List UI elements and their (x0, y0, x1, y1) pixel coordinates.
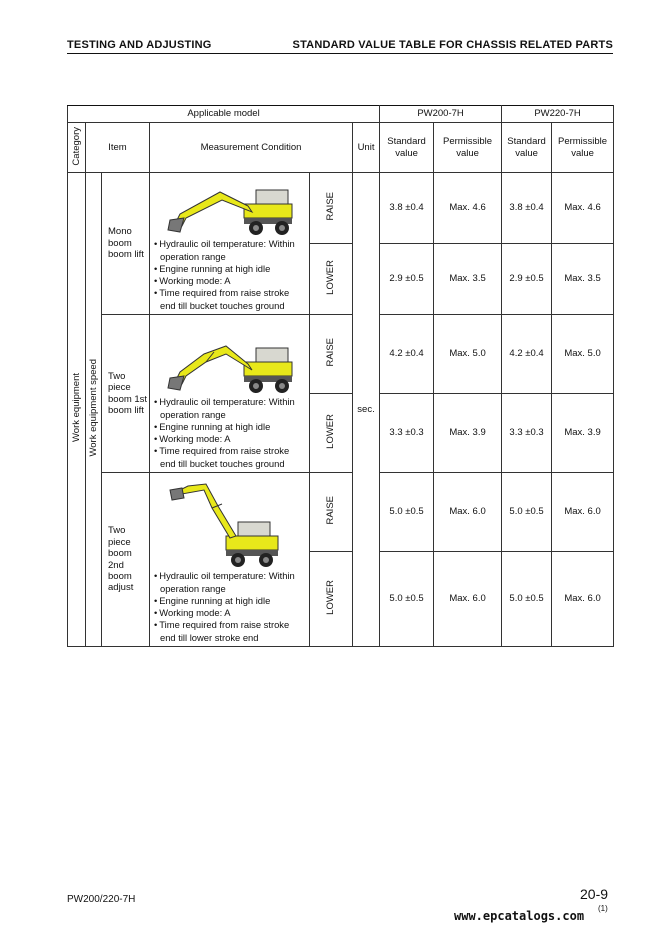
condition-cell (150, 315, 310, 473)
category-header: Category (68, 123, 86, 173)
value-cell: 3.3 ±0.3 (380, 394, 434, 473)
item-header: Item (86, 123, 150, 173)
value-cell: Max. 4.6 (552, 173, 614, 244)
standard-value-header-pw200: Standard value (380, 123, 434, 173)
standard-value-table (67, 105, 614, 647)
condition-cell (150, 473, 310, 647)
value-cell: Max. 3.9 (434, 394, 502, 473)
condition-line: • Engine running at high idle (153, 595, 307, 607)
condition-line: • Time required from raise stroke end till bucket touches ground (153, 445, 307, 470)
applicable-model-label: Applicable model (68, 106, 380, 123)
table-title: STANDARD VALUE TABLE FOR CHASSIS RELATED PARTS (292, 39, 613, 51)
value-cell: Max. 4.6 (434, 173, 502, 244)
condition-line: • Time required from raise stroke end till lower stroke end (153, 619, 307, 644)
value-cell: Max. 5.0 (434, 315, 502, 394)
subcategory-cell: Work equipment speed (86, 173, 102, 647)
condition-line: • Engine running at high idle (153, 263, 307, 275)
excavator-illustration (160, 476, 300, 568)
value-cell: 5.0 ±0.5 (380, 552, 434, 647)
value-cell: Max. 3.5 (552, 244, 614, 315)
value-cell: 3.8 ±0.4 (380, 173, 434, 244)
watermark: www.epcatalogs.com (454, 909, 585, 923)
condition-line: • Hydraulic oil temperature: Within operation range (153, 570, 307, 595)
permissible-value-header-pw200: Permissible value (434, 123, 502, 173)
condition-line: • Hydraulic oil temperature: Within operation range (153, 238, 307, 263)
permissible-value-header-pw220: Permissible value (552, 123, 614, 173)
value-cell: 5.0 ±0.5 (380, 473, 434, 552)
standard-value-header-pw220: Standard value (502, 123, 552, 173)
value-cell: 4.2 ±0.4 (502, 315, 552, 394)
unit-cell: sec. (353, 173, 380, 647)
model-pw220: PW220-7H (502, 106, 614, 123)
header-rule (67, 53, 613, 54)
direction-raise: RAISE (310, 473, 353, 552)
page-number: 20-9 (580, 886, 609, 902)
value-cell: Max. 6.0 (434, 473, 502, 552)
value-cell: Max. 3.5 (434, 244, 502, 315)
condition-cell (150, 173, 310, 315)
value-cell: Max. 5.0 (552, 315, 614, 394)
condition-line: • Working mode: A (153, 607, 307, 619)
item-1st-boom-lift: Two piece boom 1st boom lift (102, 315, 150, 473)
item-mono-boom-lift: Mono boom boom lift (102, 173, 150, 315)
condition-line: • Time required from raise stroke end till bucket touches ground (153, 287, 307, 312)
value-cell: 4.2 ±0.4 (380, 315, 434, 394)
value-cell: Max. 6.0 (552, 473, 614, 552)
condition-line: • Hydraulic oil temperature: Within operation range (153, 396, 307, 421)
direction-raise: RAISE (310, 315, 353, 394)
direction-lower: LOWER (310, 394, 353, 473)
excavator-illustration (160, 176, 300, 236)
excavator-illustration (160, 332, 300, 394)
direction-lower: LOWER (310, 552, 353, 647)
unit-header: Unit (353, 123, 380, 173)
direction-lower: LOWER (310, 244, 353, 315)
value-cell: 3.3 ±0.3 (502, 394, 552, 473)
condition-line: • Working mode: A (153, 275, 307, 287)
value-cell: Max. 6.0 (552, 552, 614, 647)
value-cell: Max. 6.0 (434, 552, 502, 647)
value-cell: 2.9 ±0.5 (502, 244, 552, 315)
value-cell: 3.8 ±0.4 (502, 173, 552, 244)
model-pw200: PW200-7H (380, 106, 502, 123)
section-title: TESTING AND ADJUSTING (67, 39, 212, 51)
value-cell: Max. 3.9 (552, 394, 614, 473)
condition-line: • Engine running at high idle (153, 421, 307, 433)
condition-line: • Working mode: A (153, 433, 307, 445)
value-cell: 5.0 ±0.5 (502, 473, 552, 552)
direction-raise: RAISE (310, 173, 353, 244)
category-cell: Work equipment (68, 173, 86, 647)
condition-header: Measurement Condition (150, 123, 353, 173)
value-cell: 2.9 ±0.5 (380, 244, 434, 315)
revision-mark: (1) (598, 904, 608, 913)
item-2nd-boom-adjust: Two piece boom 2nd boom adjust (102, 473, 150, 647)
value-cell: 5.0 ±0.5 (502, 552, 552, 647)
footer-model: PW200/220-7H (67, 894, 136, 905)
